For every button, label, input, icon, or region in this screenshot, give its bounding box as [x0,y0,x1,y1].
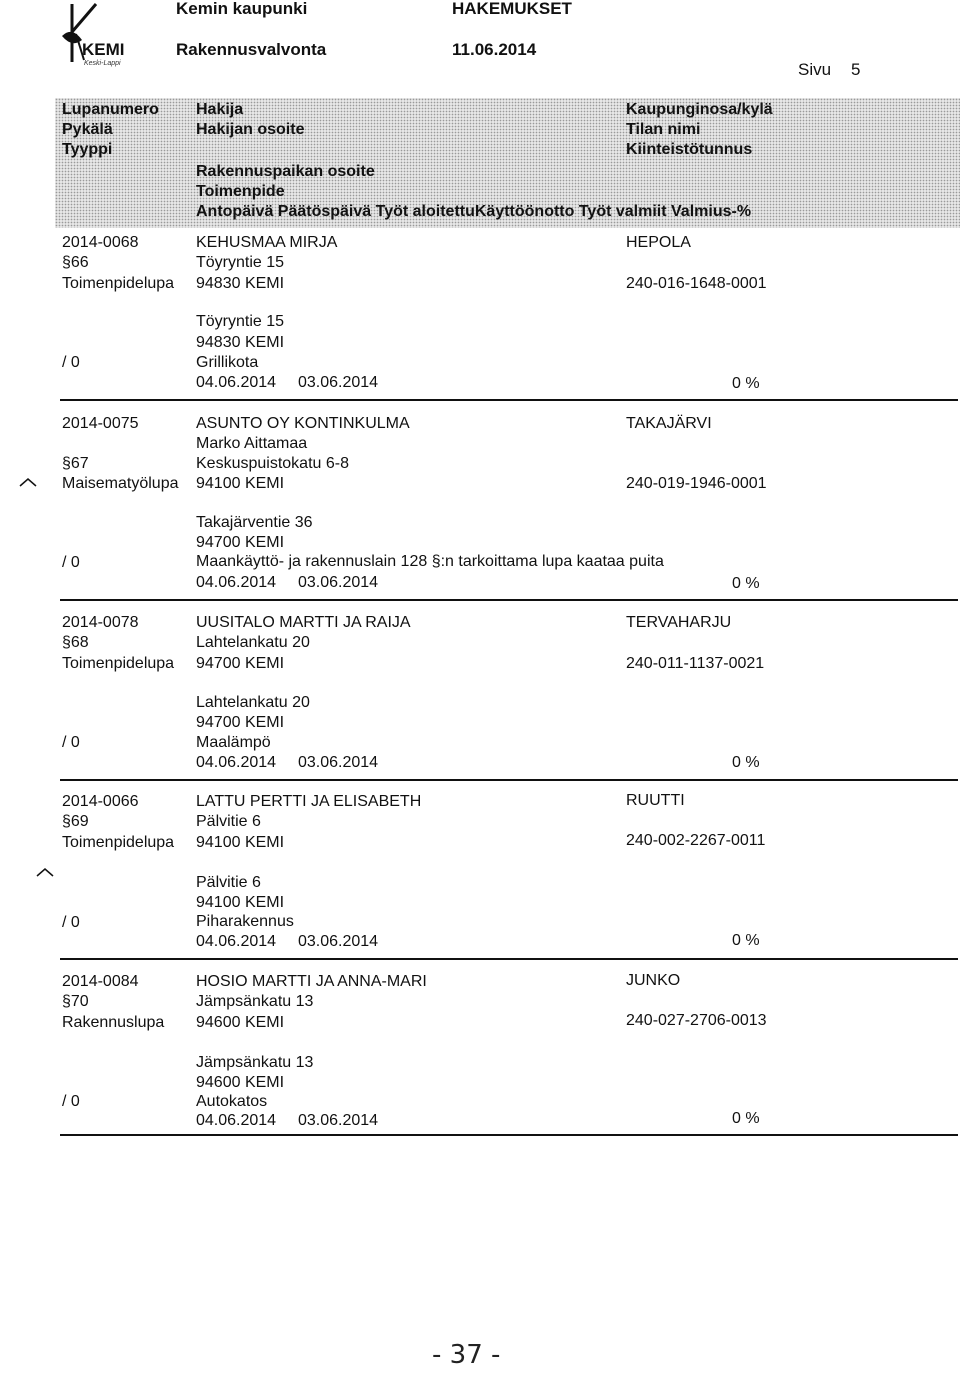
kaupunginosa: TAKAJÄRVI [626,415,712,432]
antopaiva: 04.06.2014 [196,574,277,591]
kaupunginosa: RUUTTI [626,792,685,809]
hakijan-postitoimipaikka: 94700 KEMI [196,655,285,672]
slash-code: / 0 [62,914,80,931]
col-lupanumero: Lupanumero [62,101,159,118]
paatospaiva: 03.06.2014 [298,574,379,591]
col-hakija: Hakija [196,101,244,118]
toimenpide: Autokatos [196,1093,268,1110]
paatospaiva: 03.06.2014 [298,933,379,950]
rakennuspaikan-postitoimipaikka: 94700 KEMI [196,534,285,551]
hakijan-osoite: Jämpsänkatu 13 [196,993,314,1010]
entry-divider [60,958,958,960]
pykala: §68 [62,634,89,651]
logo-subtext: Keski-Lappi [84,60,121,67]
hakijan-postitoimipaikka: 94830 KEMI [196,275,285,292]
lupanumero: 2014-0078 [62,614,139,631]
entry-divider [60,779,958,781]
document-title: HAKEMUKSET [452,0,572,18]
col-hakijan-osoite: Hakijan osoite [196,121,305,138]
document-date: 11.06.2014 [452,40,537,59]
col-tilan-nimi: Tilan nimi [626,121,701,138]
lupanumero: 2014-0066 [62,793,139,810]
slash-code: / 0 [62,734,80,751]
logo-text: KEMI [82,40,125,59]
rakennuspaikan-osoite: Jämpsänkatu 13 [196,1054,314,1071]
entry-divider [60,599,958,601]
hakija: HOSIO MARTTI JA ANNA-MARI [196,973,427,990]
tyyppi: Toimenpidelupa [62,834,175,851]
tyyppi: Maisematyölupa [62,475,179,492]
toimenpide: Grillikota [196,354,259,371]
tyyppi: Rakennuslupa [62,1014,165,1031]
valmius: 0 % [732,1110,760,1127]
lupanumero: 2014-0075 [62,415,139,432]
toimenpide: Maalämpö [196,734,271,751]
col-kaupunginosa: Kaupunginosa/kylä [626,101,773,118]
hakijan-osoite: Lahtelankatu 20 [196,634,310,651]
rakennuspaikan-osoite: Pälvitie 6 [196,874,261,891]
rakennuspaikan-postitoimipaikka: 94700 KEMI [196,714,285,731]
department-name: Rakennusvalvonta [176,40,327,59]
toimenpide: Piharakennus [196,913,294,930]
valmius: 0 % [732,932,760,949]
valmius: 0 % [732,754,760,771]
pykala: §67 [62,455,89,472]
hakija: ASUNTO OY KONTINKULMA [196,415,410,432]
slash-code: / 0 [62,354,80,371]
kiinteistotunnus: 240-019-1946-0001 [626,475,767,492]
tyyppi: Toimenpidelupa [62,655,175,672]
slash-code: / 0 [62,554,80,571]
kaupunginosa: TERVAHARJU [626,614,732,631]
check-mark-icon [35,866,55,878]
hakijan-postitoimipaikka: 94600 KEMI [196,1014,285,1031]
pykala: §70 [62,993,89,1010]
col-kiinteistotunnus: Kiinteistötunnus [626,141,753,158]
col-dates: Antopäivä Päätöspäivä Työt aloitettuKäyttöönotto Työt valmiit Valmius-% [196,203,752,220]
pykala: §69 [62,813,89,830]
hakija: KEHUSMAA MIRJA [196,234,338,251]
valmius: 0 % [732,575,760,592]
hakija: LATTU PERTTI JA ELISABETH [196,793,422,810]
kaupunginosa: JUNKO [626,972,681,989]
entry-divider [60,399,958,401]
kiinteistotunnus: 240-011-1137-0021 [626,655,765,672]
hakijan-osoite: Keskuspuistokatu 6-8 [196,455,349,472]
col-pykala: Pykälä [62,121,113,138]
rakennuspaikan-osoite: Töyryntie 15 [196,313,285,330]
check-mark-icon [18,476,38,488]
hakijan-postitoimipaikka: 94100 KEMI [196,475,285,492]
col-tyyppi: Tyyppi [62,141,113,158]
pykala: §66 [62,254,89,271]
kiinteistotunnus: 240-002-2267-0011 [626,832,766,849]
rakennuspaikan-osoite: Lahtelankatu 20 [196,694,310,711]
rakennuspaikan-osoite: Takajärventie 36 [196,514,313,531]
col-toimenpide: Toimenpide [196,183,285,200]
slash-code: / 0 [62,1093,80,1110]
entry-divider [60,1134,958,1136]
kiinteistotunnus: 240-016-1648-0001 [626,275,767,292]
paatospaiva: 03.06.2014 [298,754,379,771]
paatospaiva: 03.06.2014 [298,374,379,391]
toimenpide: Maankäyttö- ja rakennuslain 128 §:n tarkoittama lupa kaataa puita [196,553,664,570]
lupanumero: 2014-0068 [62,234,139,251]
lupanumero: 2014-0084 [62,973,139,990]
col-rakennuspaikan-osoite: Rakennuspaikan osoite [196,163,375,180]
hakijan-postitoimipaikka: 94100 KEMI [196,834,285,851]
antopaiva: 04.06.2014 [196,754,277,771]
antopaiva: 04.06.2014 [196,374,277,391]
handwritten-page-number: - 37 - [432,1340,501,1370]
kiinteistotunnus: 240-027-2706-0013 [626,1012,767,1029]
hakijan-osoite: Töyryntie 15 [196,254,285,271]
hakija: UUSITALO MARTTI JA RAIJA [196,614,411,631]
hakijan-osoite: Pälvitie 6 [196,813,261,830]
paatospaiva: 03.06.2014 [298,1112,379,1129]
tyyppi: Toimenpidelupa [62,275,175,292]
hakija-yhteyshenkilo: Marko Aittamaa [196,435,308,452]
rakennuspaikan-postitoimipaikka: 94100 KEMI [196,894,285,911]
page-number: 5 [851,60,861,79]
kaupunginosa: HEPOLA [626,234,691,251]
page-label: Sivu [798,60,832,79]
antopaiva: 04.06.2014 [196,1112,277,1129]
valmius: 0 % [732,375,760,392]
rakennuspaikan-postitoimipaikka: 94600 KEMI [196,1074,285,1091]
org-name: Kemin kaupunki [176,0,308,18]
antopaiva: 04.06.2014 [196,933,277,950]
rakennuspaikan-postitoimipaikka: 94830 KEMI [196,334,285,351]
